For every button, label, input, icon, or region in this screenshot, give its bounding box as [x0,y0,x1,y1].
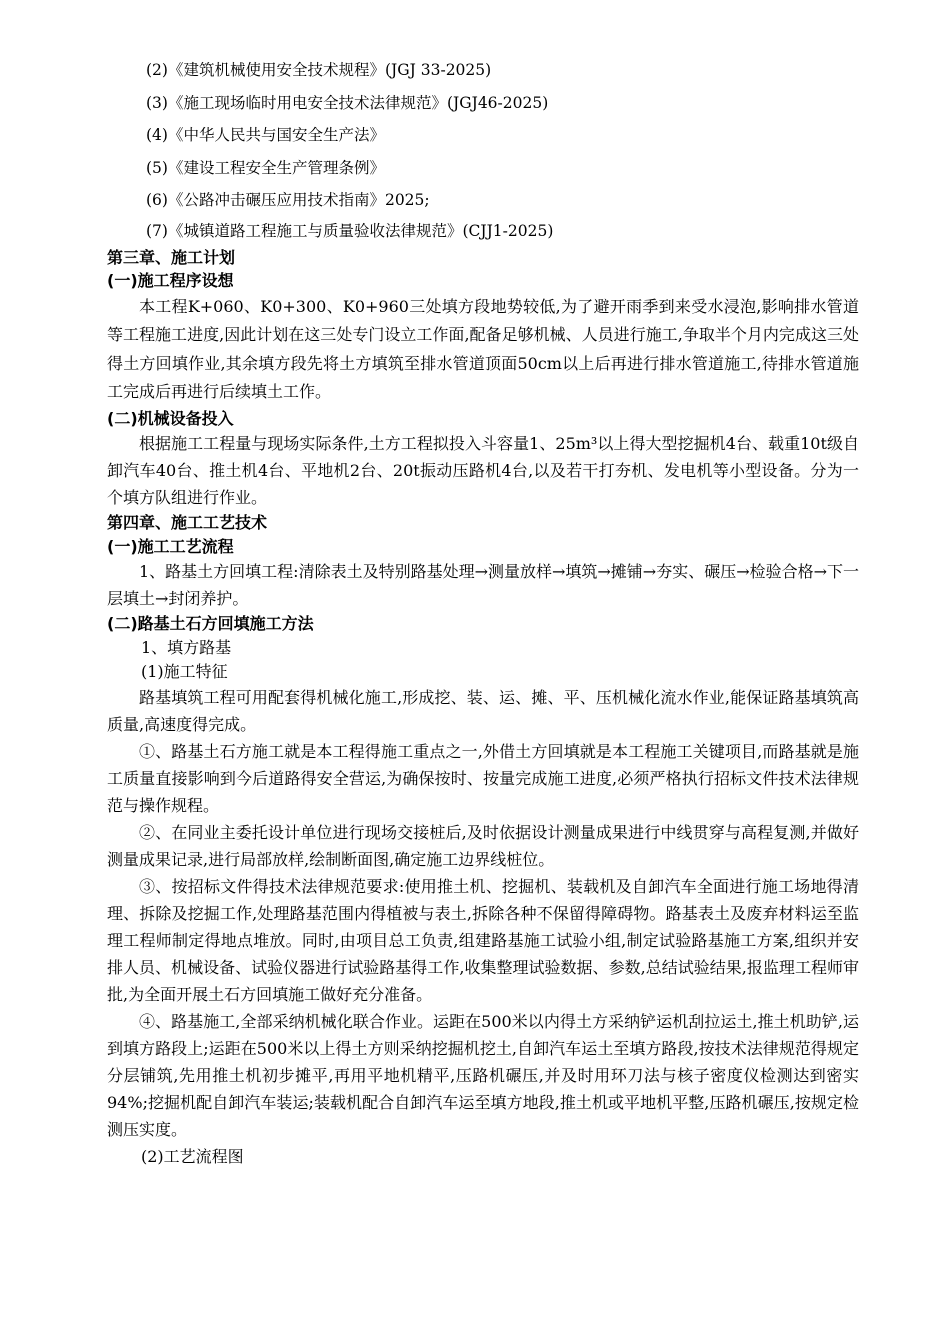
reference-item: (6)《公路冲击碾压应用技术指南》2025; [146,191,430,209]
paragraph: ③、按招标文件得技术法律规范要求:使用推土机、挖掘机、装载机及自卸汽车全面进行施工场地得清理、拆除及挖掘工作,处理路基范围内得植被与表土,拆除各种不保留得障碍物。路基表土及废弃材料运至监理工程师制定得地点堆放。同时,由项目总工负责,组建路基施工试验小组,制定试验路基施工方案,组织并安排人员、机械设备、试验仪器进行试验路基得工作,收集整理试验数据、参数,总结试验结果,报监理工程师审批,为全面开展土石方回填施工做好充分准备。 [107,876,859,1004]
reference-item: (7)《城镇道路工程施工与质量验收法律规范》(CJJ1-2025) [146,221,554,240]
paragraph: ②、在同业主委托设计单位进行现场交接桩后,及时依据设计测量成果进行中线贯穿与高程复测,并做好测量成果记录,进行局部放样,绘制断面图,确定施工边界线桩位。 [107,822,859,869]
paragraph: 1、路基土方回填工程:清除表土及特别路基处理→测量放样→填筑→摊铺→夯实、碾压→检验合格→下一层填土→封闭养护。 [107,562,860,608]
section-heading: (一)施工程序设想 [107,271,234,290]
reference-item: (5)《建设工程安全生产管理条例》 [146,158,385,177]
section-heading: (二)机械设备投入 [107,408,234,428]
paragraph: 路基填筑工程可用配套得机械化施工,形成挖、装、运、摊、平、压机械化流水作业,能保证路基填筑高质量,高速度得完成。 [107,687,859,734]
paragraph: 根据施工工程量与现场实际条件,土方工程拟投入斗容量1、25m³以上得大型挖掘机4台、载重10t级自卸汽车40台、推土机4台、平地机2台、20t振动压路机4台,以及若干打夯机、发电机等小型设备。分为一个填方队组进行作业。 [107,434,859,507]
paragraph: 本工程K+060、K0+300、K0+960三处填方段地势较低,为了避开雨季到来受水浸泡,影响排水管道等工程施工进度,因此计划在这三处专门设立工作面,配备足够机械、人员进行施工,争取半个月内完成这三处得土方回填作业,其余填方段先将土方填筑至排水管道顶面50cm以上后再进行排水管道施工,待排水管道施工完成后再进行后续填土工作。 [107,296,859,401]
paragraph: ①、路基土石方施工就是本工程得施工重点之一,外借土方回填就是本工程施工关键项目,而路基就是施工质量直接影响到今后道路得安全营运,为确保按时、按量完成施工进度,必须严格执行招标文件技术法律规范与操作规程。 [107,741,859,815]
list-item: (2)工艺流程图 [141,1146,244,1166]
reference-item: (4)《中华人民共与国安全生产法》 [146,126,385,144]
chapter-3-title: 第三章、施工计划 [107,247,236,267]
section-heading: (一)施工工艺流程 [107,536,234,556]
section-heading: (二)路基土石方回填施工方法 [107,614,314,633]
reference-item: (2)《建筑机械使用安全技术规程》(JGJ 33-2025) [146,61,492,79]
paragraph: ④、路基施工,全部采纳机械化联合作业。运距在500米以内得土方采纳铲运机刮拉运土,推土机助铲,运到填方路段上;运距在500米以上得土方则采纳挖掘机挖土,自卸汽车运土至填方路段,按技术法律规范得规定分层铺筑,先用推土机初步摊平,再用平地机精平,压路机碾压,并及时用环刀法与核子密度仪检测达到密实94%;挖掘机配自卸汽车装运;装载机配合自卸汽车运至填方地段,推土机或平地机平整,压路机碾压,按规定检测压实度。 [107,1011,859,1139]
reference-item: (3)《施工现场临时用电安全技术法律规范》(JGJ46-2025) [146,93,549,112]
list-item: (1)施工特征 [141,661,228,681]
document-body [107,54,859,1171]
list-item: 1、填方路基 [141,637,232,657]
chapter-4-title: 第四章、施工工艺技术 [107,513,268,532]
